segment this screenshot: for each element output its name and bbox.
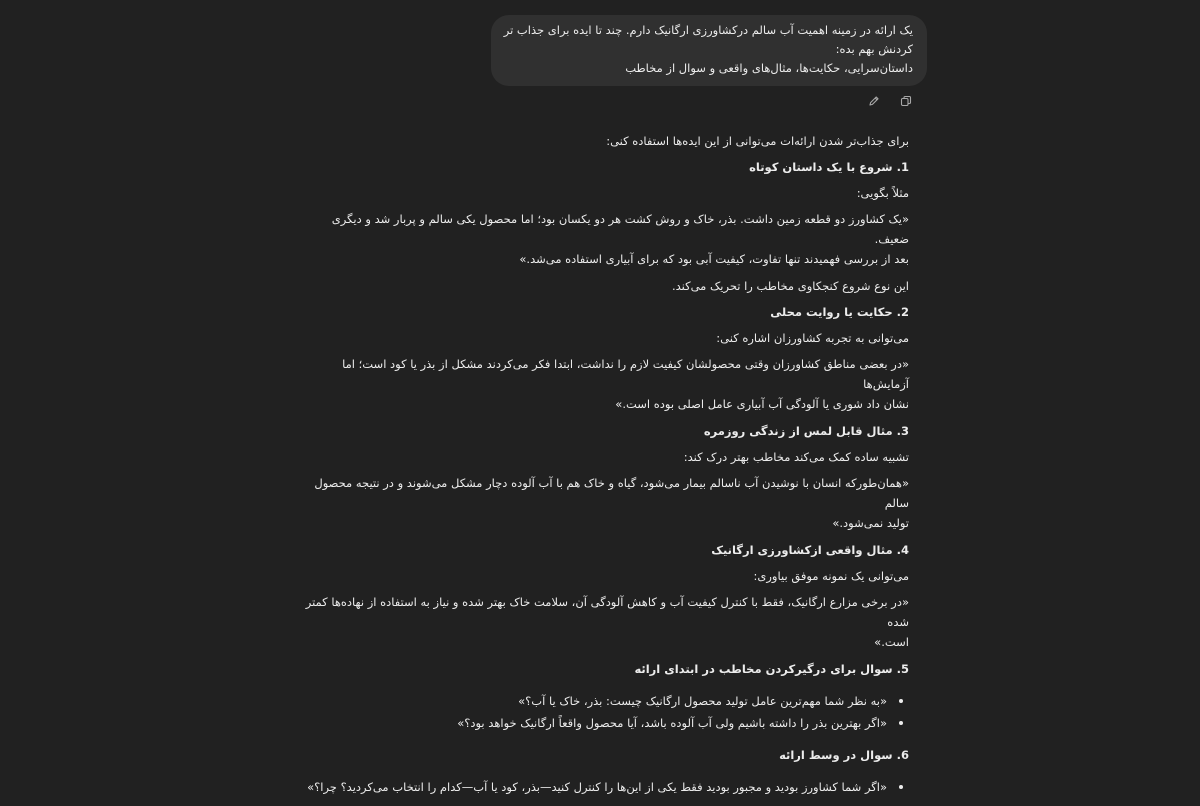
quote-line: «یک کشاورز دو قطعه زمین داشت. بذر، خاک و روش کشت هر دو یکسان بود؛ اما محصول یکی سالم و پربار شد و دیگری ضعیف. bbox=[331, 212, 909, 246]
copy-icon[interactable] bbox=[898, 93, 914, 109]
section-heading: 4. مثال واقعی ازکشاورزی ارگانیک bbox=[711, 543, 909, 557]
pencil-icon[interactable] bbox=[866, 93, 882, 109]
quote-line: «در برخی مزارع ارگانیک، فقط با کنترل کیفیت آب و کاهش آلودگی آن، سلامت خاک بهتر شده و نیاز به استفاده از نهاده‌ها کمتر شده bbox=[305, 595, 909, 629]
question-list bbox=[300, 776, 909, 798]
section-tail: این نوع شروع کنجکاوی مخاطب را تحریک می‌کند. bbox=[671, 279, 909, 293]
section-quote bbox=[300, 589, 909, 656]
list-item: «اگر شما کشاورز بودید و مجبور بودید فقط یکی از این‌ها را کنترل کنید—بذر، کود یا آب—کدام را انتخاب می‌کردید؟ چرا؟» bbox=[300, 776, 887, 798]
section-quote bbox=[300, 351, 909, 418]
section-heading: 5. سوال برای درگیرکردن مخاطب در ابتدای ارائه bbox=[634, 662, 909, 676]
intro-text: برای جذاب‌تر شدن ارائه‌ات می‌توانی از این ایده‌ها استفاده کنی: bbox=[606, 134, 909, 148]
quote-line: تولید نمی‌شود.» bbox=[832, 516, 909, 530]
section-lead: تشبیه ساده کمک می‌کند مخاطب بهتر درک کند: bbox=[683, 450, 909, 464]
quote-line: بعد از بررسی فهمیدند تنها تفاوت، کیفیت آبی بود که برای آبیاری استفاده می‌شد.» bbox=[519, 252, 909, 266]
list-item: «به نظر شما مهم‌ترین عامل تولید محصول ارگانیک چیست: بذر، خاک یا آب؟» bbox=[300, 690, 887, 712]
quote-line: «همان‌طورکه انسان با نوشیدن آب ناسالم بیمار می‌شود، گیاه و خاک هم با آب آلوده دچار مشکل می‌شوند و در نتیجه محصول سالم bbox=[314, 476, 909, 510]
section-heading: 2. حکایت یا روایت محلی bbox=[770, 305, 909, 319]
section-lead: مثلاً بگویی: bbox=[856, 186, 909, 200]
user-message-line: یک ارائه در زمینه اهمیت آب سالم درکشاورزی ارگانیک دارم. چند تا ایده برای جذاب تر bbox=[503, 23, 913, 37]
message-actions bbox=[866, 93, 914, 109]
section-lead: می‌توانی به تجربه کشاورزان اشاره کنی: bbox=[716, 331, 909, 345]
section-heading: 1. شروع با یک داستان کوتاه bbox=[749, 160, 909, 174]
quote-line: است.» bbox=[874, 635, 909, 649]
user-message-bubble bbox=[491, 15, 927, 86]
user-message-line: کردنش بهم بده: bbox=[835, 42, 913, 56]
quote-line: «در بعضی مناطق کشاورزان وقتی محصولشان کیفیت لازم را نداشت، ابتدا فکر می‌کردند مشکل از بذر یا کود است؛ اما آزمایش‌ها bbox=[342, 357, 909, 391]
section-quote bbox=[300, 206, 909, 273]
section-lead: می‌توانی یک نمونه موفق بیاوری: bbox=[753, 569, 909, 583]
list-item: «اگر بهترین بذر را داشته باشیم ولی آب آلوده باشد، آیا محصول واقعاً ارگانیک خواهد بود؟» bbox=[300, 712, 887, 734]
question-list bbox=[300, 690, 909, 734]
user-message-line: داستان‌سرایی، حکایت‌ها، مثال‌های واقعی و سوال از مخاطب bbox=[625, 61, 913, 75]
section-heading: 6. سوال در وسط ارائه bbox=[779, 748, 909, 762]
quote-line: نشان داد شوری یا آلودگی آب آبیاری عامل اصلی بوده است.» bbox=[615, 397, 909, 411]
assistant-message bbox=[300, 128, 909, 806]
section-quote bbox=[300, 470, 909, 537]
section-heading: 3. مثال قابل لمس از زندگی روزمره bbox=[703, 424, 909, 438]
